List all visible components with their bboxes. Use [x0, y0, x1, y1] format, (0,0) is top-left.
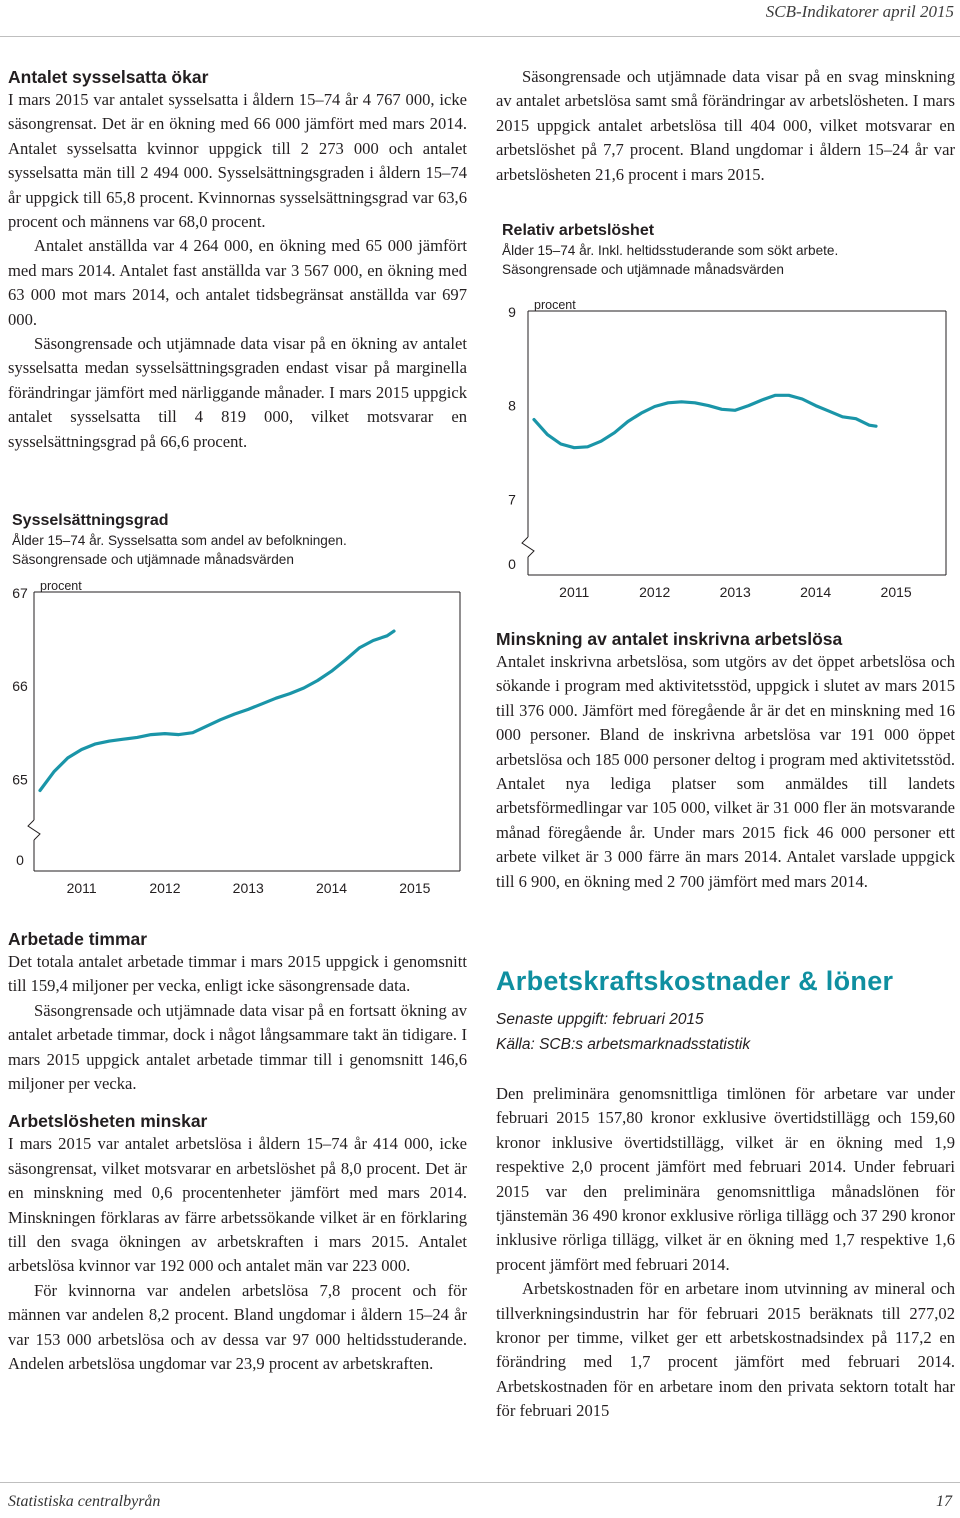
left-column-lower: [8, 928, 467, 1377]
footer-publisher: Statistiska centralbyrån: [8, 1493, 161, 1510]
x-tick-label: 2011: [559, 584, 590, 600]
axis-break-mark: [28, 820, 40, 840]
latest-data-note: Senaste uppgift: februari 2015: [496, 1011, 704, 1028]
x-tick-label: 2012: [639, 584, 671, 600]
y-tick-label: 66: [12, 678, 28, 695]
right-column-bottom: [496, 1082, 955, 1424]
footer-rule: [0, 1482, 960, 1483]
paragraph: Antalet anställda var 4 264 000, en ökning med 65 000 jämfört med mars 2014. Antalet fast anställda var 3 567 000, en ökning med 63 000 mot mars 2014, och antalet tidsbegränsat anställda var 697 000.: [8, 236, 467, 329]
chart-subtitle: Säsongrensade och utjämnade månadsvärden: [12, 552, 294, 567]
source-note: Källa: SCB:s arbetsmarknadsstatistik: [496, 1036, 751, 1053]
paragraph: Den preliminära genomsnittliga timlönen för arbetare var under februari 2015 157,80 kronor exklusive övertidstillägg och 159,60 kronor inklusive övertidstillägg, vilket är en ökning med 1,9 respektive 2,0 procent jämfört med februari 2014. Under februari 2015 var den preliminära genomsnittliga månadslönen för tjänstemän 36 490 kronor exklusive rörliga tillägg och 37 290 kronor inklusive rörliga tillägg, vilket är en ökning med 1,7 respektive 1,6 procent jämfört med februari 2014.: [496, 1084, 956, 1274]
series-line: [40, 631, 394, 790]
right-column: [496, 65, 955, 187]
chart2-heading: [502, 221, 957, 279]
header-rule: [0, 36, 960, 37]
chart-title: Relativ arbetslöshet: [502, 222, 655, 239]
labour-costs-section: [496, 966, 955, 1057]
page-number: 17: [936, 1493, 952, 1510]
section-heading-hours: Arbetade timmar: [8, 929, 148, 949]
y-tick-label: 9: [508, 304, 516, 320]
section-heading-employment: Antalet sysselsatta ökar: [8, 67, 209, 87]
x-tick-label: 2013: [719, 584, 751, 600]
paragraph: Arbetskostnaden för en arbetare inom utvinning av mineral och tillverkningsindustrin har för februari 2015 beräknats till 277,02 kronor per timme, vilket ger ett arbetskostnadsindex på 117,2 en förändring med 1,7 procent jämfört med februari 2014. Arbetskostnaden för en arbetare inom den privata sektorn totalt har för februari 2015: [496, 1279, 955, 1421]
x-tick-label: 2011: [66, 880, 97, 896]
y-tick-label: 67: [12, 585, 28, 601]
x-tick-label: 2012: [149, 880, 181, 896]
paragraph: Det totala antalet arbetade timmar i mars 2015 uppgick i genomsnitt till 159,4 miljoner per vecka, enligt icke säsongrensade data.: [8, 952, 467, 996]
y-tick-label-zero: 0: [16, 852, 24, 868]
section-banner-heading: Arbetskraftskostnader & löner: [496, 966, 894, 996]
chart-subtitle: Ålder 15–74 år. Sysselsatta som andel av befolkningen.: [12, 533, 347, 548]
paragraph: För kvinnorna var andelen arbetslösa 7,8 procent och för männen var andelen 8,2 procent. Bland ungdomar i åldern 15–24 år var 153 000 arbetslösa och av dessa var 97 000 heltidsstuderande. Andelen arbetslösa ungdomar var 23,9 procent av arbetskraften.: [8, 1280, 467, 1374]
y-axis-unit-label: procent: [534, 298, 576, 312]
running-header: SCB-Indikatorer april 2015: [765, 2, 954, 21]
chart-subtitle: Säsongrensade och utjämnade månadsvärden: [502, 262, 784, 277]
employment-rate-chart: [0, 575, 470, 905]
right-column-lower: [496, 628, 955, 894]
axis-break-mark: [522, 537, 534, 557]
unemployment-rate-chart: [492, 285, 960, 615]
x-tick-label: 2013: [232, 880, 264, 896]
section-heading-unemployment: Arbetslösheten minskar: [8, 1111, 208, 1132]
paragraph: Säsongrensade och utjämnade data visar på en svag minskning av antalet arbetslösa samt små förändringar av arbetslösheten. I mars 2015 uppgick antalet arbetslösa till 404 000, vilket motsvarar en arbetslöshet på 7,7 procent. Bland ungdomar i åldern 15–24 år var arbetslösheten 21,6 procent i mars 2015.: [496, 67, 955, 184]
paragraph: Antalet inskrivna arbetslösa, som utgörs av det öppet arbetslösa och sökande i program med aktivitetsstöd, uppgick i slutet av mars 2015 till 376 000. Jämfört med föregående år är det en minskning med 16 000 personer. Bland de inskrivna arbetslösa var 191 000 öppet arbetslösa och 185 000 personer deltog i program med aktivitetsstöd. Antalet nya lediga platser som anmäldes till landets arbetsförmedlingar var 105 000, vilket är 31 000 fler än motsvarande månad föregående år. Under mars 2015 fick 46 000 personer ett arbete vilket är 3 000 färre än mars 2014. Antalet varslade uppgick till 6 900, en ökning med 2 700 jämfört med mars 2014.: [496, 652, 955, 891]
y-tick-label-zero: 0: [508, 556, 516, 572]
paragraph: Säsongrensade och utjämnade data visar på en ökning av antalet sysselsatta medan sysselsättningsgraden endast visar på marginella förändringar jämfört med närliggande månader. I mars 2015 uppgick antalet sysselsatta till 4 819 000, vilket motsvarar en sysselsättningsgrad på 66,6 procent.: [8, 334, 467, 451]
y-tick-label: 8: [508, 397, 516, 414]
y-tick-label: 7: [508, 491, 516, 508]
x-tick-label: 2014: [800, 584, 832, 600]
section-heading-registered-unemployed: Minskning av antalet inskrivna arbetslösa: [496, 629, 843, 649]
chart1-heading: [12, 511, 472, 569]
series-line: [534, 395, 876, 447]
x-tick-label: 2015: [880, 584, 912, 600]
x-tick-label: 2014: [315, 880, 348, 896]
left-column: [8, 66, 467, 454]
y-axis-unit-label: procent: [40, 579, 82, 593]
paragraph: I mars 2015 var antalet arbetslösa i åldern 15–74 år 414 000, icke säsongrensat, vilket motsvarar en arbetslöshet på 8,0 procent. Det är en minskning med 0,6 procentenheter jämfört med mars 2014. Minskningen förklaras av färre arbetssökande vilket är en förklaring till den svaga ökningen av arbetskraften i mars 2015. Antalet arbetslösa kvinnor var 192 000 och antalet män var 223 000.: [8, 1134, 467, 1276]
x-tick-label: 2015: [399, 880, 431, 896]
paragraph: Säsongrensade och utjämnade data visar på en fortsatt ökning av antalet arbetade timmar, dock i något långsammare takt än tidigare. I mars 2015 uppgick antalet arbetade timmar till i genomsnitt 146,6 miljoner per vecka.: [8, 1000, 467, 1094]
paragraph: I mars 2015 var antalet sysselsatta i åldern 15–74 år 4 767 000, icke säsongrensat. Det är en ökning med 66 000 jämfört med mars 2014. Antalet sysselsatta kvinnor uppgick till 2 273 000 och antalet sysselsatta män till 2 494 000. Sysselsättningsgraden i åldern 15–74 år uppgick till 65,8 procent. Kvinnornas sysselsättningsgrad var 63,6 procent och männens var 68,0 procent.: [8, 90, 467, 232]
chart-title: Sysselsättningsgrad: [12, 512, 169, 529]
y-tick-label: 65: [12, 771, 28, 788]
chart-subtitle: Ålder 15–74 år. Inkl. heltidsstuderande som sökt arbete.: [502, 243, 839, 258]
